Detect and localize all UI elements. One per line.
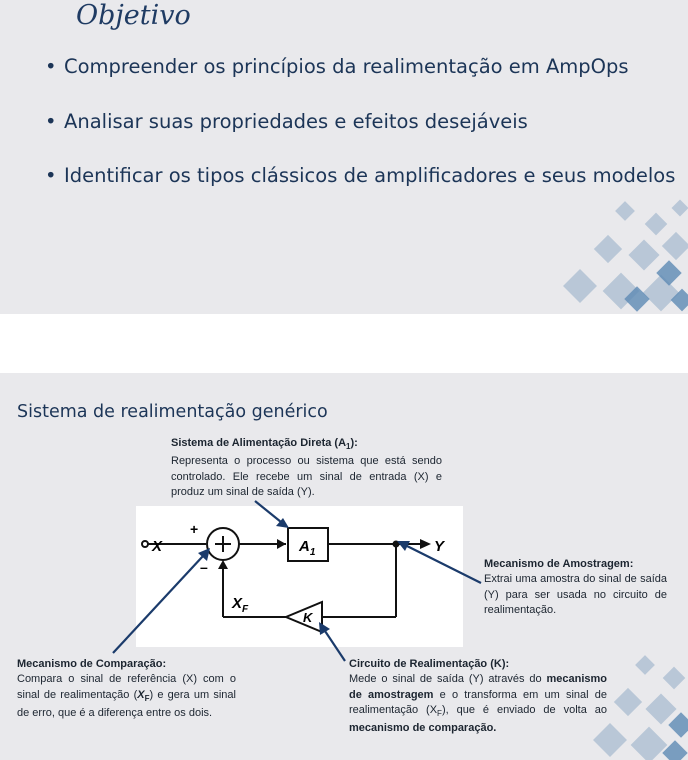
note-body: Mede o sinal de saída (Y) através do mecanismo de amostragem e o transforma em um sinal de realimentação $(X_F)$, que é enviado de volta ao mecanismo de comparação.	[349, 673, 608, 735]
annotation-arrows	[0, 373, 688, 760]
minus-sign: –	[200, 559, 208, 575]
k-label: K	[303, 610, 313, 625]
list-item-text: Compreender os princípios da realimentação em AmpOps	[64, 55, 629, 78]
arrow-feedback	[325, 631, 345, 661]
bullet-icon: •	[45, 164, 57, 187]
list-item-text: Analisar suas propriedades e efeitos desejáveis	[64, 109, 528, 133]
list-item	[45, 159, 675, 214]
arrow-direct-system	[255, 501, 281, 522]
objectives-list	[45, 50, 675, 214]
list-item-text: Identificar os tipos clássicos de amplificadores e seus modelos	[64, 164, 676, 187]
note-body: Extrai uma amostra do sinal de saída (Y) para ser usada no circuito de realimentação.	[484, 573, 667, 616]
list-item	[45, 105, 675, 160]
slide-objetivo	[0, 0, 688, 314]
plus-sign: +	[190, 521, 199, 537]
feedback-signal-label: $X_F$	[232, 595, 249, 615]
note-heading: Sistema de Alimentação Direta $(A_1)$:	[171, 437, 358, 452]
note-heading: Mecanismo de Amostragem:	[484, 558, 634, 570]
list-item	[45, 50, 675, 105]
a1-label: $A_1$	[299, 538, 316, 558]
slide-title: Sistema de realimentação genérico	[17, 402, 328, 422]
slide-sistema-realimentacao	[0, 373, 688, 760]
bullet-icon: •	[45, 55, 57, 78]
note-heading: Circuito de Realimentação (K):	[349, 658, 510, 670]
note-body: Representa o processo ou sistema que está sendo controlado. Ele recebe um sinal de entrada (X) e produz um sinal de saída (Y).	[171, 455, 442, 499]
note-body: Compara o sinal de referência (X) com o sinal de realimentação $(X_F)$ e gera um sinal de erro, que é a diferença entre os dois.	[17, 673, 236, 720]
arrow-comparison	[113, 556, 203, 653]
input-label: X	[152, 538, 163, 555]
bullet-icon: •	[45, 109, 57, 133]
note-heading: Mecanismo de Comparação:	[17, 658, 167, 670]
arrow-sampling	[407, 546, 481, 583]
output-label: Y	[434, 538, 445, 555]
slide-title: Objetivo	[76, 0, 191, 31]
